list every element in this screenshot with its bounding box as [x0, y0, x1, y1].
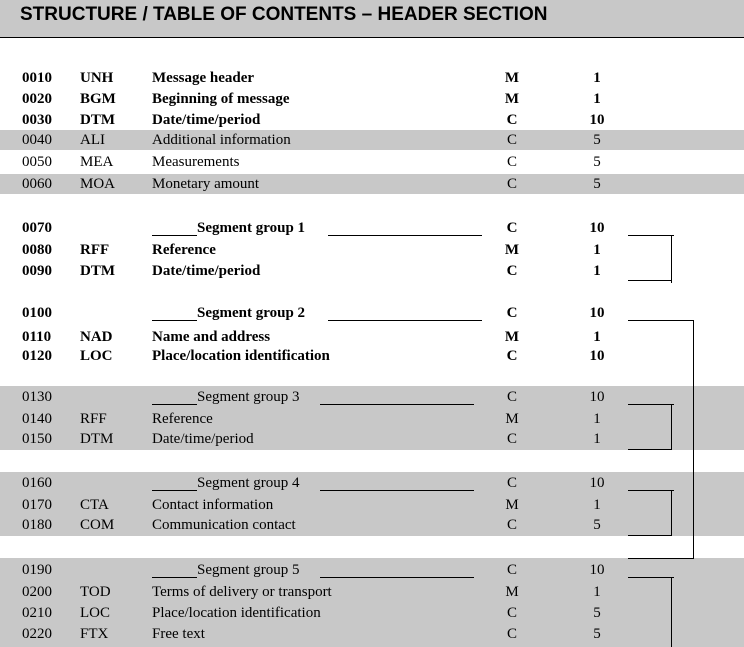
repetition: 5 — [593, 605, 601, 621]
repetition: 10 — [589, 220, 605, 236]
position-number: 0160 — [22, 475, 52, 491]
group-5-bracket-side — [671, 577, 672, 647]
repetition: 10 — [589, 475, 605, 491]
group-1-bracket-top — [628, 235, 674, 236]
status: M — [505, 411, 519, 427]
position-number: 0020 — [22, 91, 52, 107]
repetition: 1 — [593, 91, 601, 107]
table-row — [0, 515, 744, 535]
position-number: 0210 — [22, 605, 52, 621]
group-2-bracket-side — [693, 320, 694, 559]
position-number: 0140 — [22, 411, 52, 427]
table-row — [0, 327, 744, 347]
position-number: 0170 — [22, 497, 52, 513]
table-row — [0, 240, 744, 260]
status: C — [506, 220, 518, 236]
segment-name: Date/time/period — [152, 112, 261, 128]
repetition: 10 — [589, 112, 605, 128]
segment-tag: NAD — [80, 329, 113, 345]
position-number: 0190 — [22, 562, 52, 578]
table-row — [0, 495, 744, 515]
status: C — [506, 389, 517, 405]
position-number: 0050 — [22, 154, 52, 170]
repetition: 1 — [593, 584, 601, 600]
table-row — [0, 429, 744, 449]
status: C — [506, 112, 518, 128]
segment-group-name: Segment group 3 — [197, 389, 300, 405]
position-number: 0060 — [22, 176, 52, 192]
group-3-bracket-top — [628, 404, 674, 405]
position-number: 0200 — [22, 584, 52, 600]
segment-name: Communication contact — [152, 517, 296, 533]
repetition: 1 — [593, 497, 601, 513]
table-row — [0, 174, 744, 194]
repetition: 5 — [593, 176, 601, 192]
repetition: 10 — [589, 348, 605, 364]
segment-tag: BGM — [80, 91, 116, 107]
repetition: 10 — [589, 389, 605, 405]
repetition: 1 — [593, 431, 601, 447]
position-number: 0090 — [22, 263, 52, 279]
group-2-bracket-top — [628, 320, 694, 321]
status: C — [506, 431, 517, 447]
status: C — [506, 562, 517, 578]
group-1-lead-rule — [152, 235, 197, 236]
position-number: 0120 — [22, 348, 52, 364]
group-3-bracket-bottom — [628, 449, 672, 450]
table-row — [0, 89, 744, 109]
segment-group-name: Segment group 4 — [197, 475, 300, 491]
group-1-bracket-bottom — [628, 280, 672, 281]
segment-name: Measurements — [152, 154, 240, 170]
group-3-trail-rule — [320, 404, 474, 405]
segment-name: Terms of delivery or transport — [152, 584, 332, 600]
group-5-bracket-top — [628, 577, 674, 578]
segment-name: Message header — [152, 70, 255, 86]
status: M — [504, 242, 520, 258]
position-number: 0100 — [22, 305, 52, 321]
segment-tag: MOA — [80, 176, 116, 192]
group-4-bracket-top — [628, 490, 674, 491]
section-header — [0, 0, 744, 38]
segment-name: Additional information — [152, 132, 291, 148]
group-4-lead-rule — [152, 490, 197, 491]
repetition: 1 — [593, 242, 601, 258]
position-number: 0180 — [22, 517, 52, 533]
segment-name: Date/time/period — [152, 431, 254, 447]
segment-tag: DTM — [80, 112, 115, 128]
status: C — [506, 176, 517, 192]
table-row — [0, 152, 744, 172]
segment-name: Date/time/period — [152, 263, 261, 279]
segment-tag: UNH — [80, 70, 114, 86]
position-number: 0040 — [22, 132, 52, 148]
group-4-trail-rule — [320, 490, 474, 491]
repetition: 1 — [593, 70, 601, 86]
group-4-bracket-bottom — [628, 535, 672, 536]
table-row — [0, 110, 744, 130]
section-title: STRUCTURE / TABLE OF CONTENTS – HEADER SECTION — [20, 4, 548, 25]
segment-name: Reference — [152, 411, 213, 427]
repetition: 5 — [593, 517, 601, 533]
segment-name: Reference — [152, 242, 216, 258]
segment-group-name: Segment group 1 — [197, 220, 306, 236]
segment-name: Name and address — [152, 329, 271, 345]
status: C — [506, 154, 517, 170]
segment-tag: RFF — [80, 411, 107, 427]
table-row — [0, 603, 744, 623]
table-row — [0, 582, 744, 602]
group-1-bracket-side — [671, 235, 672, 283]
status: M — [505, 497, 519, 513]
group-5-trail-rule — [320, 577, 474, 578]
position-number: 0220 — [22, 626, 52, 642]
table-row — [0, 68, 744, 88]
table-row — [0, 130, 744, 150]
table-row — [0, 261, 744, 281]
segment-tag: RFF — [80, 242, 110, 258]
group-2-trail-rule — [328, 320, 482, 321]
repetition: 5 — [593, 154, 601, 170]
table-row — [0, 409, 744, 429]
segment-tag: LOC — [80, 605, 110, 621]
position-number: 0080 — [22, 242, 52, 258]
segment-name: Place/location identification — [152, 605, 321, 621]
segment-tag: DTM — [80, 431, 114, 447]
group-1-trail-rule — [328, 235, 482, 236]
repetition: 1 — [593, 263, 601, 279]
status: C — [506, 263, 518, 279]
segment-tag: ALI — [80, 132, 105, 148]
status: C — [506, 605, 517, 621]
status: C — [506, 517, 517, 533]
segment-group-name: Segment group 2 — [197, 305, 306, 321]
status: C — [506, 348, 518, 364]
segment-tag: COM — [80, 517, 115, 533]
repetition: 1 — [593, 329, 601, 345]
segment-name: Free text — [152, 626, 205, 642]
position-number: 0030 — [22, 112, 52, 128]
status: M — [504, 70, 520, 86]
repetition: 10 — [589, 305, 605, 321]
status: M — [505, 584, 519, 600]
segment-name: Monetary amount — [152, 176, 260, 192]
segment-tag: TOD — [80, 584, 111, 600]
status: C — [506, 626, 517, 642]
group-2-bracket-bottom — [628, 558, 694, 559]
position-number: 0010 — [22, 70, 52, 86]
table-row — [0, 346, 744, 366]
group-2-lead-rule — [152, 320, 197, 321]
status: C — [506, 475, 517, 491]
repetition: 5 — [593, 626, 601, 642]
segment-tag: FTX — [80, 626, 109, 642]
segment-name: Contact information — [152, 497, 274, 513]
segment-group-name: Segment group 5 — [197, 562, 300, 578]
status: M — [504, 329, 520, 345]
segment-tag: DTM — [80, 263, 115, 279]
repetition: 1 — [593, 411, 601, 427]
group-3-lead-rule — [152, 404, 197, 405]
segment-tag: CTA — [80, 497, 109, 513]
position-number: 0150 — [22, 431, 52, 447]
position-number: 0130 — [22, 389, 52, 405]
group-3-bracket-side — [671, 404, 672, 450]
status: C — [506, 132, 517, 148]
segment-name: Place/location identification — [152, 348, 330, 364]
segment-tag: MEA — [80, 154, 114, 170]
status: M — [504, 91, 520, 107]
group-4-bracket-side — [671, 490, 672, 536]
group-5-lead-rule — [152, 577, 197, 578]
position-number: 0110 — [22, 329, 52, 345]
table-row — [0, 624, 744, 644]
repetition: 10 — [589, 562, 605, 578]
position-number: 0070 — [22, 220, 52, 236]
segment-tag: LOC — [80, 348, 113, 364]
segment-name: Beginning of message — [152, 91, 290, 107]
repetition: 5 — [593, 132, 601, 148]
status: C — [506, 305, 518, 321]
